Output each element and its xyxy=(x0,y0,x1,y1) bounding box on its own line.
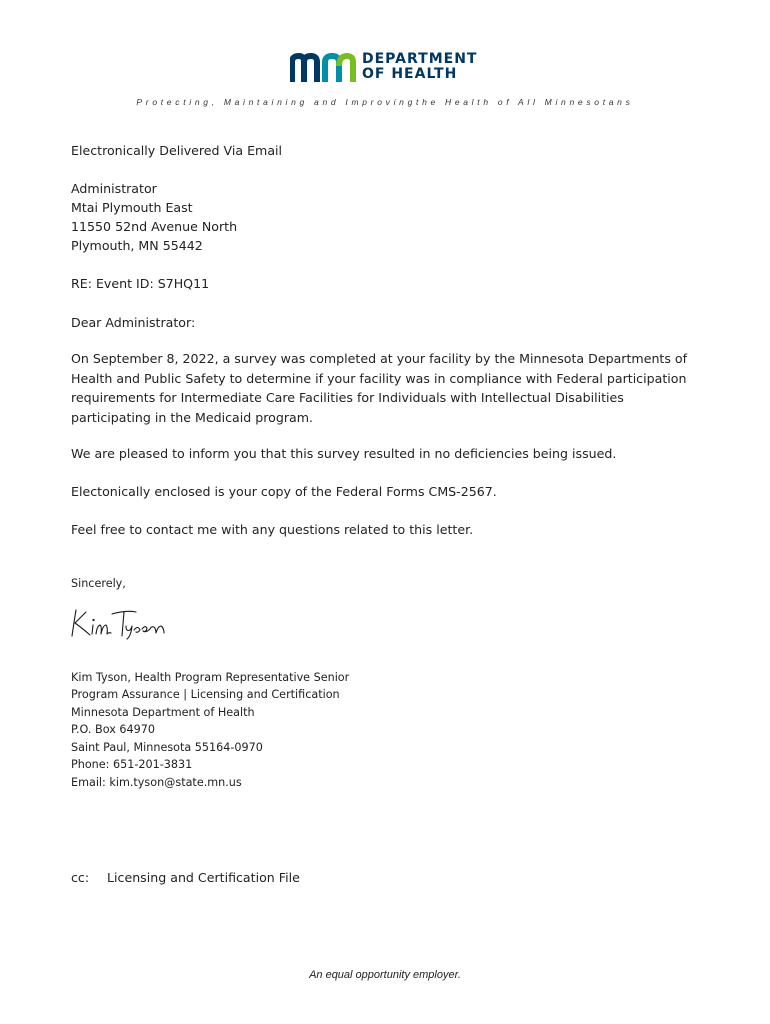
closing: Sincerely, xyxy=(71,577,126,590)
logo-line-2: OF HEALTH xyxy=(362,66,458,82)
recipient-line: 11550 52nd Avenue North xyxy=(71,219,238,234)
recipient-line: Administrator xyxy=(71,181,157,196)
signer-line: Program Assurance | Licensing and Certification xyxy=(71,688,340,701)
mdh-logo xyxy=(290,52,490,88)
body-paragraph: We are pleased to inform you that this survey resulted in no deficiencies being issued. xyxy=(71,446,617,461)
mn-logo-mark xyxy=(290,52,356,84)
salutation: Dear Administrator: xyxy=(71,315,196,330)
signer-line: Phone: 651-201-3831 xyxy=(71,758,193,771)
cc-value: Licensing and Certification File xyxy=(107,870,300,885)
body-paragraph: On September 8, 2022, a survey was completed at your facility by the Minnesota Departments of Health and Public Safety to determine if your facility was in compliance with Federal participation requirements for Intermediate Care Facilities for Individuals with Intellectual Disabilities participating in the Medicaid program. xyxy=(71,351,688,425)
logo-text xyxy=(362,52,477,82)
body-paragraph: Electonically enclosed is your copy of the Federal Forms CMS-2567. xyxy=(71,484,497,499)
signer-line: Kim Tyson, Health Program Representative Senior xyxy=(71,671,350,684)
footer-note: An equal opportunity employer. xyxy=(309,969,461,981)
logo-line-1: DEPARTMENT xyxy=(362,51,478,67)
handwritten-signature xyxy=(68,606,178,640)
cc-label: cc: xyxy=(71,870,90,885)
delivery-note: Electronically Delivered Via Email xyxy=(71,143,283,158)
signer-line: Minnesota Department of Health xyxy=(71,706,255,719)
signer-line: Saint Paul, Minnesota 55164-0970 xyxy=(71,741,263,754)
event-reference: RE: Event ID: S7HQ11 xyxy=(71,276,210,291)
cc-line xyxy=(71,868,300,887)
body-paragraph: Feel free to contact me with any questions related to this letter. xyxy=(71,522,474,537)
signer-line: P.O. Box 64970 xyxy=(71,723,155,736)
tagline: Protecting, Maintaining and Improvingthe Health of All Minnesotans xyxy=(136,97,634,107)
recipient-line: Plymouth, MN 55442 xyxy=(71,238,203,253)
signer-email: Email: kim.tyson@state.mn.us xyxy=(71,776,242,789)
recipient-line: Mtai Plymouth East xyxy=(71,200,193,215)
